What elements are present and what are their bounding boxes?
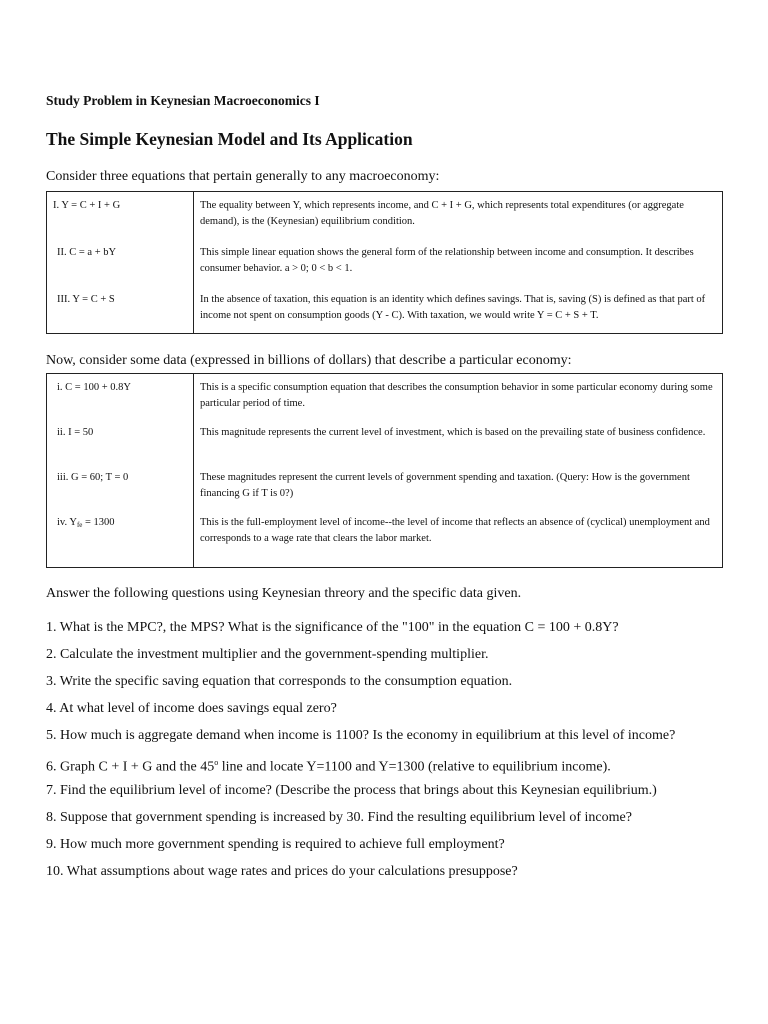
data-label-cell: [47, 419, 194, 464]
document-title: The Simple Keynesian Model and Its Application: [46, 129, 413, 149]
table-row: [47, 374, 723, 420]
data-description: These magnitudes represent the current levels of government spending and taxation. (Query: How is the government financing G if T is 0?): [200, 472, 690, 499]
data-description-cell: [194, 419, 723, 464]
data-label: ii. I = 50: [57, 427, 94, 438]
data-description: This is a specific consumption equation that describes the consumption behavior in some particular economy during some particular period of time.: [200, 382, 713, 409]
equation-description: This simple linear equation shows the general form of the relationship between income and consumption. It describes consumer behavior. a > 0; 0 < b < 1.: [200, 247, 694, 274]
equation-label: II. C = a + bY: [57, 247, 117, 258]
document-subtitle: Study Problem in Keynesian Macroeconomics I: [46, 93, 320, 108]
data-label-subscript: fe: [76, 521, 83, 529]
data-label-cell: [47, 509, 194, 568]
equation-label-cell: [47, 239, 194, 286]
equation-label: III. Y = C + S: [57, 294, 115, 305]
equation-label-cell: [47, 192, 194, 240]
list-item: 10. What assumptions about wage rates and prices do your calculations presuppose?: [46, 863, 518, 879]
equation-description-cell: [194, 239, 723, 286]
data-label-suffix: = 1300: [82, 517, 115, 528]
section2-intro: Now, consider some data (expressed in billions of dollars) that describe a particular economy:: [46, 353, 572, 368]
question-6-end: line and locate Y=1100 and Y=1300 (relative to equilibrium income).: [218, 760, 611, 776]
list-item: 3. Write the specific saving equation that corresponds to the consumption equation.: [46, 674, 513, 690]
list-item: 7. Find the equilibrium level of income? (Describe the process that brings about this Keynesian equilibrium.): [46, 782, 657, 798]
questions-list: [46, 619, 746, 890]
data-label: i. C = 100 + 0.8Y: [57, 382, 131, 393]
list-item: 9. How much more government spending is required to achieve full employment?: [46, 836, 505, 852]
economy-data-table: [46, 373, 723, 568]
list-item: [46, 754, 746, 781]
data-description-cell: [194, 509, 723, 568]
data-label-cell: [47, 374, 194, 420]
list-item: 5. How much is aggregate demand when income is 1100? Is the economy in equilibrium at this level of income?: [46, 728, 676, 744]
section1-intro: Consider three equations that pertain generally to any macroeconomy:: [46, 169, 440, 184]
general-equations-table: [46, 191, 723, 334]
equation-label: I. Y = C + I + G: [53, 200, 121, 211]
table-row: [47, 419, 723, 464]
table-row: [47, 509, 723, 568]
list-item: 4. At what level of income does savings equal zero?: [46, 701, 337, 717]
list-item: 1. What is the MPC?, the MPS? What is the significance of the "100" in the equation C = 100 + 0.8Y?: [46, 620, 619, 635]
degree-sign: o: [214, 758, 219, 768]
question-6-start: 6. Graph C + I + G and the 45: [46, 760, 215, 776]
table-row: [47, 464, 723, 509]
data-label: [53, 509, 187, 567]
data-description-cell: [194, 374, 723, 420]
list-item: 8. Suppose that government spending is increased by 30. Find the resulting equilibrium level of income?: [46, 809, 632, 825]
equation-label-cell: [47, 286, 194, 334]
data-label: iii. G = 60; T = 0: [57, 472, 129, 483]
table-row: [47, 286, 723, 334]
data-label-cell: [47, 464, 194, 509]
list-item: 2. Calculate the investment multiplier and the government-spending multiplier.: [46, 647, 489, 663]
data-description: This magnitude represents the current level of investment, which is based on the prevailing state of business confidence.: [200, 427, 706, 438]
equation-description-cell: [194, 286, 723, 334]
equation-description-cell: [194, 192, 723, 240]
equation-description: In the absence of taxation, this equation is an identity which defines savings. That is, saving (S) is defined as that part of income not spent on consumption goods (Y - C). With taxation, we would write Y = C + S + T.: [200, 294, 706, 321]
data-description-cell: [194, 464, 723, 509]
table-row: [47, 239, 723, 286]
data-description: This is the full-employment level of income--the level of income that reflects an absence of (cyclical) unemployment and corresponds to a wage rate that clears the labor market.: [200, 517, 710, 544]
questions-intro: Answer the following questions using Keynesian threory and the specific data given.: [46, 586, 522, 601]
equation-description: The equality between Y, which represents income, and C + I + G, which represents total expenditures (or aggregate demand), is the (Keynesian) equilibrium condition.: [200, 200, 684, 227]
data-label-prefix: iv. Y: [57, 517, 77, 528]
table-row: [47, 192, 723, 240]
